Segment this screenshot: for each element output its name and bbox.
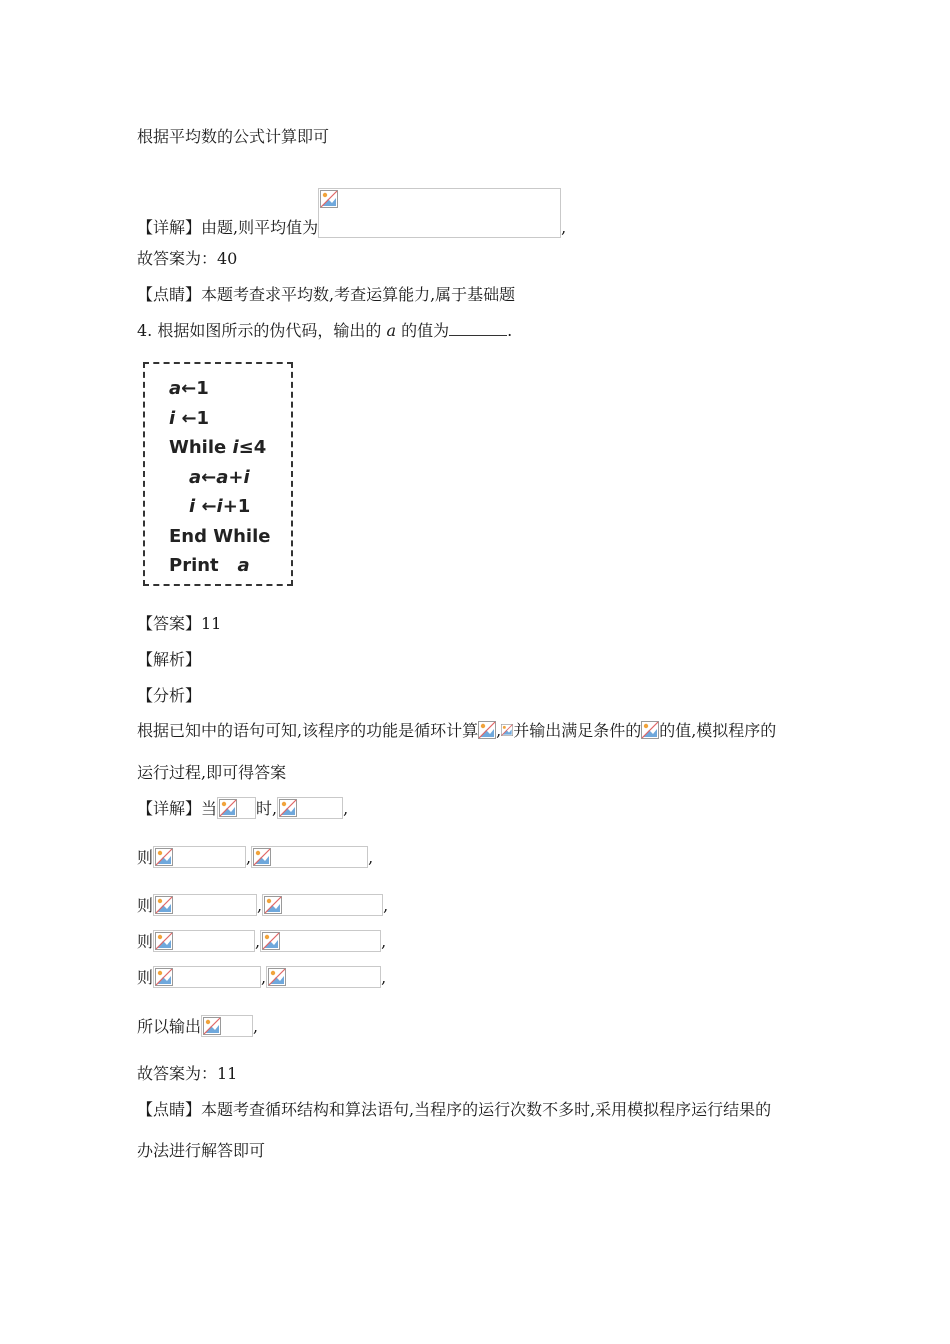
code-line-4: a←a+i — [189, 467, 250, 488]
fenxi-text-line-2: 运行过程,即可得答案 — [137, 763, 287, 782]
broken-image-icon — [501, 721, 513, 739]
detail-prefix: 【详解】由题,则平均值为 — [137, 218, 319, 237]
analysis-intro: 根据平均数的公式计算即可 — [137, 127, 330, 146]
broken-image-icon — [641, 721, 659, 739]
code-line-3: While i≤4 — [169, 437, 267, 458]
code-line-5: i ←i+1 — [189, 496, 251, 517]
code-line-6: End While — [169, 526, 271, 547]
formula-image — [260, 930, 381, 952]
question-4: 4. 根据如图所示的伪代码，输出的 a 的值为 . — [137, 321, 513, 340]
broken-image-icon — [203, 1017, 221, 1035]
answer-line-2: 故答案为：11 — [137, 1064, 238, 1083]
broken-image-icon — [155, 932, 173, 950]
step-line-3: 则 , , — [137, 932, 387, 951]
answer-label: 【答案】11 — [137, 614, 222, 633]
formula-image — [251, 846, 368, 868]
pseudocode-figure — [143, 362, 293, 586]
answer-line-1: 故答案为：40 — [137, 249, 238, 268]
answer-blank — [449, 321, 507, 336]
output-line: 所以输出 , — [137, 1017, 259, 1036]
broken-image-icon — [279, 799, 297, 817]
broken-image-icon — [262, 932, 280, 950]
code-line-7: Print a — [169, 555, 250, 576]
broken-image-icon — [264, 896, 282, 914]
formula-image — [217, 797, 256, 819]
broken-image-icon — [219, 799, 237, 817]
step-line-2: 则 , , — [137, 896, 389, 915]
broken-image-icon — [268, 968, 286, 986]
broken-image-icon — [320, 190, 338, 208]
code-line-2: i ←1 — [169, 408, 210, 429]
remark-line-1: 【点睛】本题考查求平均数,考查运算能力,属于基础题 — [137, 285, 516, 304]
step-line-4: 则 , , — [137, 968, 387, 987]
analysis-label: 【解析】 — [137, 650, 202, 669]
detail2-line: 【详解】当 时, , — [137, 799, 349, 818]
broken-image-icon — [253, 848, 271, 866]
code-line-1: a←1 — [169, 378, 209, 399]
broken-image-icon — [155, 896, 173, 914]
formula-image — [153, 930, 255, 952]
formula-image — [262, 894, 383, 916]
remark-line-2a: 【点睛】本题考查循环结构和算法语句,当程序的运行次数不多时,采用模拟程序运行结果的 — [137, 1100, 772, 1119]
formula-image — [201, 1015, 253, 1037]
broken-image-icon — [155, 848, 173, 866]
formula-image — [153, 894, 257, 916]
fenxi-label: 【分析】 — [137, 686, 202, 705]
detail-average-line: 【详解】由题,则平均值为 , — [137, 188, 566, 238]
formula-image — [277, 797, 343, 819]
formula-image — [153, 966, 261, 988]
formula-image — [153, 846, 246, 868]
step-line-1: 则 , , — [137, 848, 374, 867]
formula-image — [266, 966, 381, 988]
broken-image-icon — [478, 721, 496, 739]
remark-line-2b: 办法进行解答即可 — [137, 1141, 266, 1160]
formula-image — [318, 188, 561, 238]
broken-image-icon — [155, 968, 173, 986]
fenxi-text-line-1: 根据已知中的语句可知,该程序的功能是循环计算 , 并输出满足条件的 的值,模拟程序的 — [137, 721, 777, 740]
